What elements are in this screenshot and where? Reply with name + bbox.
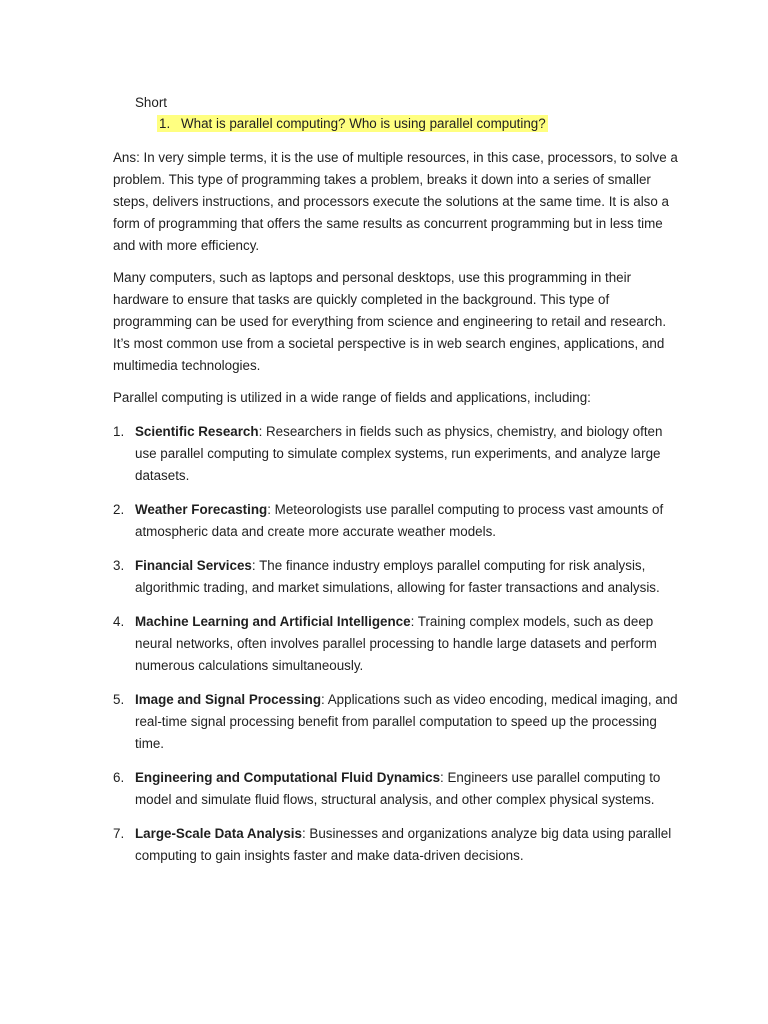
list-item-term: Machine Learning and Artificial Intelligence [135,614,411,629]
list-item-desc: : The finance industry employs parallel computing for risk analysis, algorithmic trading, and market simulations, allowing for faster transactions and analysis. [135,558,660,595]
list-item-desc: : Engineers use parallel computing to model and simulate fluid flows, structural analysis, and other complex physical systems. [135,770,661,807]
list-item-desc: : Applications such as video encoding, medical imaging, and real-time signal processing benefit from parallel computation to speed up the processing time. [135,692,678,751]
list-item [113,611,683,677]
list-item-term: Image and Signal Processing [135,692,322,707]
applications-list [113,421,683,867]
question-text: What is parallel computing? Who is using parallel computing? [181,116,546,131]
list-item-number: 5. [113,692,125,707]
list-item-desc: : Researchers in fields such as physics, chemistry, and biology often use parallel computing to simulate complex systems, run experiments, and analyze large datasets. [135,424,663,483]
list-item-number: 1. [113,424,125,439]
list-item-term: Scientific Research [135,424,259,439]
list-item-number: 7. [113,826,125,841]
list-item [113,767,683,811]
list-item-term: Engineering and Computational Fluid Dynamics [135,770,441,785]
list-item-desc: : Meteorologists use parallel computing to process vast amounts of atmospheric data and create more accurate weather models. [135,502,664,539]
list-item [113,421,683,487]
list-item-desc: : Businesses and organizations analyze big data using parallel computing to gain insights faster and make data-driven decisions. [135,826,672,863]
list-item-desc: : Training complex models, such as deep neural networks, often involves parallel processing to handle large datasets and perform numerous calculations simultaneously. [135,614,657,673]
answer-paragraph: Ans: In very simple terms, it is the use of multiple resources, in this case, processors, to solve a problem. This type of programming takes a problem, breaks it down into a series of smaller steps, delivers instructions, and processors execute the solutions at the same time. It is also a form of programming that offers the same results as concurrent programming but in less time and with more efficiency. [113,150,678,253]
list-item-number: 6. [113,770,125,785]
list-item-number: 3. [113,558,125,573]
list-item-number: 2. [113,502,125,517]
list-item [113,689,683,755]
list-item-term: Financial Services [135,558,252,573]
list-intro-paragraph: Parallel computing is utilized in a wide range of fields and applications, including: [113,390,591,405]
list-item-term: Large-Scale Data Analysis [135,826,302,841]
usage-paragraph: Many computers, such as laptops and personal desktops, use this programming in their hardware to ensure that tasks are quickly completed in the background. This type of programming can be used for everything from science and engineering to retail and research. It’s most common use from a societal perspective is in web search engines, applications, and multimedia technologies. [113,270,667,373]
list-item [113,499,683,543]
question-line [157,113,683,135]
document-page [113,92,683,879]
list-item [113,555,683,599]
list-item-number: 4. [113,614,125,629]
list-item [113,823,683,867]
question-highlight [157,115,548,132]
section-label: Short [135,95,168,110]
list-item-term: Weather Forecasting [135,502,268,517]
question-number: 1. [159,116,171,131]
